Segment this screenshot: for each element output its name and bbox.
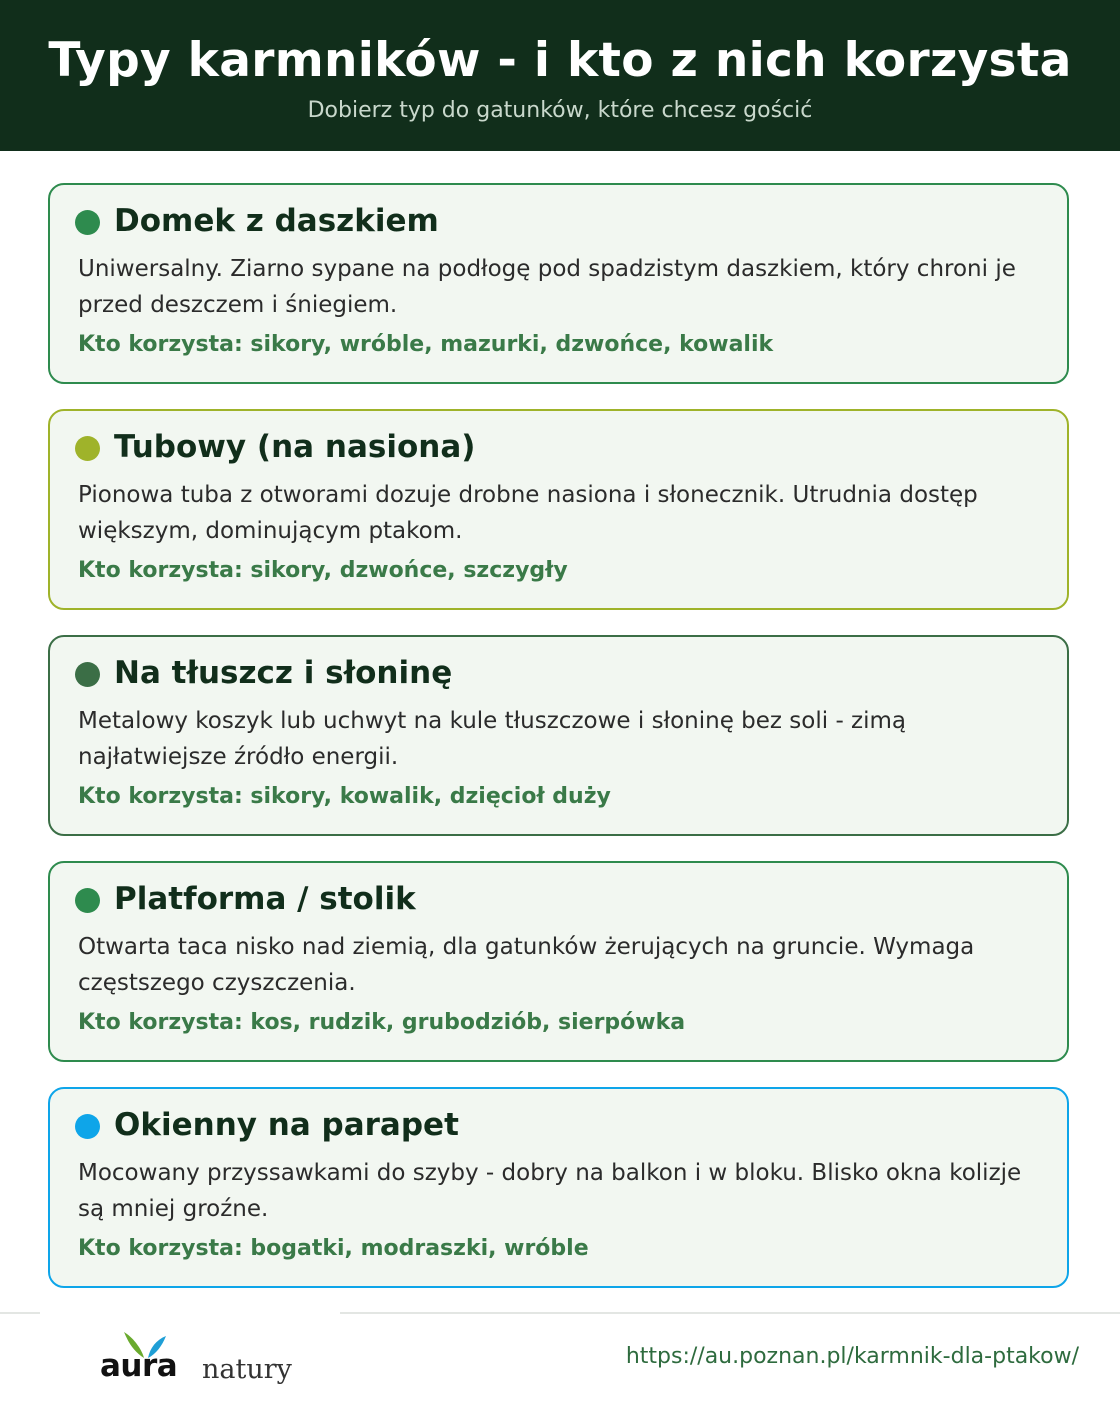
header-banner — [0, 0, 1120, 151]
feeder-name: Platforma / stolik — [114, 881, 416, 917]
feeder-description: Metalowy koszyk lub uchwyt na kule tłuszczowe i słoninę bez soli - zimą najłatwiejsze źródło energii. — [78, 708, 907, 770]
feeder-beneficiaries: Kto korzysta: sikory, dzwońce, szczygły — [78, 558, 568, 583]
bullet-dot-icon — [75, 888, 100, 913]
footer-logo-area — [40, 1306, 340, 1404]
feeder-name: Okienny na parapet — [114, 1107, 459, 1143]
bullet-dot-icon — [75, 210, 100, 235]
logo-wordmark-secondary: natury — [202, 1354, 292, 1385]
feeder-description: Mocowany przyssawkami do szyby - dobry na balkon i w bloku. Blisko okna kolizje są mniej groźne. — [78, 1160, 1022, 1222]
feeder-beneficiaries: Kto korzysta: sikory, kowalik, dzięcioł duży — [78, 784, 611, 809]
feeder-beneficiaries: Kto korzysta: kos, rudzik, grubodziób, sierpówka — [78, 1010, 686, 1035]
feeder-card-tube — [48, 409, 1069, 610]
feeder-beneficiaries: Kto korzysta: sikory, wróble, mazurki, dzwońce, kowalik — [78, 332, 774, 357]
page-subtitle: Dobierz typ do gatunków, które chcesz gościć — [307, 98, 813, 123]
feeder-name: Domek z daszkiem — [114, 203, 439, 239]
feeder-card-roof — [48, 183, 1069, 384]
feeder-name: Na tłuszcz i słoninę — [114, 655, 453, 691]
bullet-dot-icon — [75, 662, 100, 687]
feeder-description: Pionowa tuba z otworami dozuje drobne nasiona i słonecznik. Utrudnia dostęp większym, dominującym ptakom. — [78, 482, 978, 544]
feeder-description: Otwarta taca nisko nad ziemią, dla gatunków żerujących na gruncie. Wymaga częstszego czyszczenia. — [78, 934, 975, 996]
bullet-dot-icon — [75, 436, 100, 461]
logo-wordmark: aura — [100, 1348, 178, 1384]
page-title: Typy karmników - i kto z nich korzysta — [48, 33, 1072, 88]
source-url-link[interactable]: https://au.poznan.pl/karmnik-dla-ptakow/ — [625, 1344, 1079, 1369]
feeder-card-fat — [48, 635, 1069, 836]
bullet-dot-icon — [75, 1114, 100, 1139]
feeder-card-window — [48, 1087, 1069, 1288]
feeder-card-platform — [48, 861, 1069, 1062]
feeder-beneficiaries: Kto korzysta: bogatki, modraszki, wróble — [78, 1236, 589, 1261]
feeder-name: Tubowy (na nasiona) — [114, 429, 476, 465]
feeder-description: Uniwersalny. Ziarno sypane na podłogę pod spadzistym daszkiem, który chroni je przed deszczem i śniegiem. — [78, 256, 1016, 318]
